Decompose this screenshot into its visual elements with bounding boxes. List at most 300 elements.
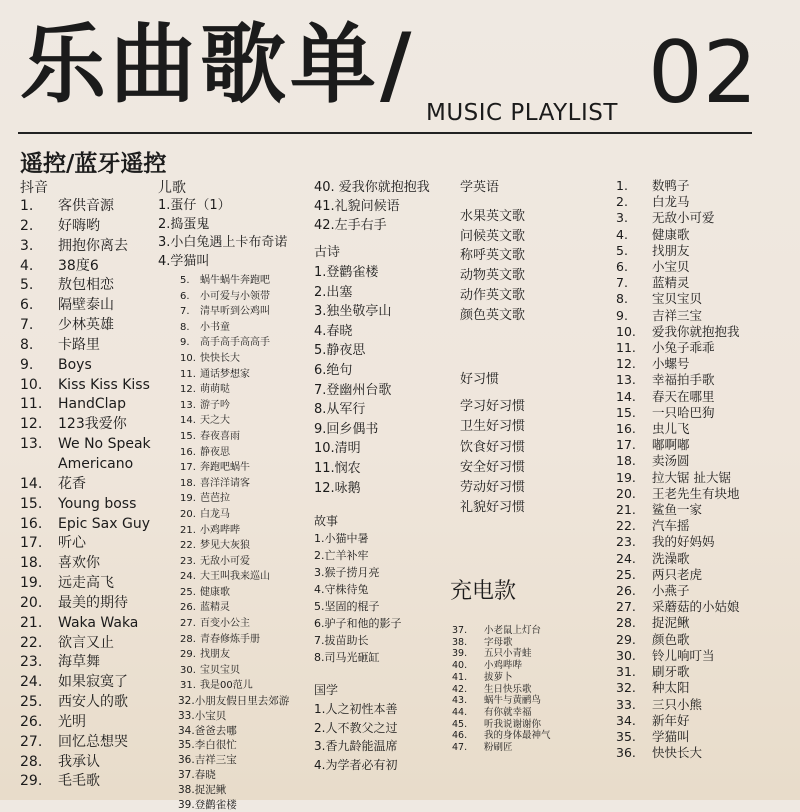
item-number: 25. [180, 586, 196, 598]
item-number: 21. [180, 524, 196, 536]
english-song: 水果英文歌 [460, 209, 526, 224]
erge-heading: 儿歌 [158, 180, 186, 196]
item-title: 123我爱你 [58, 416, 127, 433]
kids-song [616, 405, 740, 421]
item-number: 32. [616, 680, 636, 696]
item-title: 种太阳 [652, 680, 690, 696]
item-number: 9. [616, 307, 628, 323]
poem-item: 6.绝句 [314, 362, 353, 378]
item-number: 12. [616, 356, 636, 372]
item-number: 23. [616, 534, 636, 550]
charge-song [452, 707, 551, 719]
item-number: 5. [180, 275, 190, 286]
kids-song [616, 210, 740, 226]
item-title: 无敌小可爱 [200, 555, 250, 567]
kids-song [616, 324, 740, 340]
item-number: 7. [616, 275, 628, 291]
douyin-song [20, 395, 151, 415]
item-title: 捉泥鳅 [652, 615, 690, 631]
poem-item: 10.清明 [314, 441, 361, 457]
douyin-song [20, 634, 151, 654]
item-title: 字母歌 [484, 636, 513, 648]
gushi-heading: 古诗 [314, 245, 341, 260]
guoxue-item: 2.人不教父之过 [314, 720, 398, 735]
item-title: 光明 [58, 713, 86, 730]
poem-item: 1.登鹳雀楼 [314, 265, 379, 280]
item-title: 嘟啊嘟 [652, 437, 690, 453]
kids-song [616, 599, 740, 615]
item-number: 22. [180, 540, 196, 552]
item-number: 38. [452, 636, 468, 648]
item-number: 30. [616, 647, 636, 663]
item-title: 毛毛歌 [58, 773, 100, 790]
item-number: 28. [616, 615, 636, 631]
item-number: 6. [20, 297, 34, 314]
erge-column [158, 179, 289, 812]
item-title: 宝贝宝贝 [200, 664, 240, 676]
guoxue-item: 3.香九龄能温席 [314, 739, 398, 754]
erge-song [180, 554, 289, 570]
item-title: Young boss [58, 495, 137, 512]
kids-song [616, 502, 740, 518]
item-title: 粉刷匠 [484, 742, 513, 754]
item-number: 25. [616, 566, 636, 582]
douyin-song [20, 534, 151, 554]
erge-song [180, 382, 289, 398]
poem-item: 3.独坐敬亭山 [314, 304, 392, 320]
douyin-song [20, 673, 151, 693]
item-number: 15. [180, 430, 196, 442]
kids-song [616, 518, 740, 534]
story-item: 1.小猫中暑 [314, 532, 369, 546]
erge-song [180, 429, 289, 445]
item-number: 30. [180, 664, 196, 676]
item-number: 10. [616, 323, 636, 339]
item-title: 洗澡歌 [652, 550, 690, 566]
charge-song [452, 648, 551, 660]
erge-song [180, 367, 289, 383]
item-number: 3. [20, 237, 34, 254]
item-number: 42. [452, 683, 468, 695]
kids-song [616, 551, 740, 567]
kids-song [616, 648, 740, 664]
item-title: 客供音源 [58, 198, 114, 214]
erge-song [180, 678, 289, 694]
item-title: 快快长大 [652, 745, 703, 761]
item-title: 奔跑吧蜗牛 [200, 462, 250, 474]
erge-song [180, 351, 289, 367]
item-title: 小宝贝 [652, 259, 690, 275]
douyin-song [20, 772, 151, 792]
item-number: 28. [20, 753, 43, 770]
item-title: 拥抱你离去 [58, 237, 128, 254]
item-number: 22. [20, 634, 43, 651]
item-title: 颜色歌 [652, 631, 690, 647]
item-number: 26. [180, 602, 196, 614]
kids-song [616, 729, 740, 745]
item-number: 33. [616, 696, 636, 712]
item-title: 白龙马 [652, 194, 690, 210]
item-number: 11. [20, 396, 43, 413]
item-number: 47. [452, 742, 468, 754]
item-number: 27. [20, 733, 43, 750]
item-number: 20. [616, 485, 636, 501]
story-item: 4.守株待兔 [314, 583, 369, 597]
item-title: 天之大 [200, 415, 230, 427]
item-number: 13. [616, 372, 636, 388]
charge-song [452, 742, 551, 754]
douyin-song [20, 376, 151, 396]
item-title: 拉大锯 扯大锯 [652, 469, 731, 485]
douyin-song [20, 515, 151, 535]
item-number: 11. [616, 340, 636, 356]
item-title: 我的好妈妈 [652, 534, 715, 550]
kids-song [616, 291, 740, 307]
kids-song [616, 389, 740, 405]
erge-song [180, 507, 289, 523]
item-title: 游子吟 [200, 399, 230, 411]
charge-heading: 充电款 [450, 579, 517, 604]
item-number: 34. [616, 712, 636, 728]
erge-song: 1.蛋仔（1） [158, 198, 231, 213]
douyin-song [20, 197, 151, 217]
item-title: 鲨鱼一家 [652, 502, 703, 518]
erge-song [180, 460, 289, 476]
erge-song: 36.吉祥三宝 [178, 754, 237, 767]
item-title: 健康歌 [200, 586, 230, 598]
erge-song [180, 491, 289, 507]
item-number: 19. [180, 493, 196, 505]
kids-song [616, 697, 740, 713]
item-title: 生日快乐歌 [484, 683, 532, 695]
douyin-song [20, 435, 151, 455]
song-item: 40. 爱我你就抱抱我 [314, 180, 430, 195]
poem-item: 4.春晓 [314, 323, 353, 339]
poem-item: 8.从军行 [314, 402, 366, 418]
item-number: 20. [180, 508, 196, 520]
item-number [20, 455, 58, 475]
item-title: 西安人的歌 [58, 694, 128, 711]
habit-song: 学习好习惯 [460, 399, 526, 415]
erge-song: 35.李白很忙 [178, 739, 237, 752]
item-number: 12. [180, 384, 196, 396]
item-title: 春夜喜雨 [200, 430, 240, 442]
kids-song [616, 615, 740, 631]
item-title: 小螺号 [652, 356, 690, 372]
item-number: 28. [180, 633, 196, 645]
item-title: 小兔子乖乖 [652, 340, 715, 356]
item-title: 吉祥三宝 [652, 307, 703, 323]
item-title: 五只小青蛙 [484, 648, 532, 660]
section-title: 遥控/蓝牙遥控 [20, 151, 167, 177]
english-song: 动物英文歌 [460, 268, 526, 284]
item-number: 29. [180, 649, 196, 661]
douyin-song [20, 237, 151, 257]
erge-song: 37.春晓 [178, 769, 216, 782]
guoxue-item: 1.人之初性本善 [314, 702, 398, 717]
item-title: 蜗牛蜗牛奔跑吧 [200, 275, 270, 286]
item-title: 健康歌 [652, 226, 690, 242]
item-number: 12. [20, 416, 43, 433]
erge-song: 34.爸爸去哪 [178, 724, 237, 737]
item-title: 一只哈巴狗 [652, 404, 715, 420]
item-title: 汽车摇 [652, 518, 690, 534]
douyin-song [20, 733, 151, 753]
douyin-song [20, 574, 151, 594]
item-number: 4. [20, 257, 34, 274]
kids-song [616, 356, 740, 372]
item-number: 7. [20, 317, 34, 334]
item-title: 采蘑菇的小姑娘 [652, 599, 740, 615]
item-number: 8. [180, 321, 190, 333]
item-title: 卡路里 [58, 336, 100, 353]
erge-song: 38.捉泥鳅 [178, 783, 227, 796]
poem-item: 9.回乡偶书 [314, 421, 379, 437]
erge-song [180, 585, 289, 601]
item-number: 23. [20, 654, 43, 671]
item-title: 小可爱与小领带 [200, 290, 270, 302]
item-number: 17. [616, 437, 636, 453]
douyin-song [20, 217, 151, 237]
charge-list [452, 625, 551, 754]
item-title: HandClap [58, 396, 126, 413]
item-title: 小燕子 [652, 583, 690, 599]
douyin-song [20, 336, 151, 356]
item-number: 29. [616, 631, 636, 647]
item-title: 我承认 [58, 753, 100, 770]
item-title: 春天在哪里 [652, 388, 715, 404]
item-title: 小老鼠上灯台 [484, 625, 542, 636]
item-number: 2. [616, 194, 628, 210]
item-title: 少林英雄 [58, 317, 114, 334]
erge-song [180, 523, 289, 539]
item-title: 欲言又止 [58, 634, 114, 651]
erge-song: 32.小朋友假日里去郊游 [178, 695, 290, 708]
erge-song [180, 616, 289, 632]
item-number: 10. [180, 352, 196, 364]
douyin-song [20, 713, 151, 733]
playlist-number: 02 [648, 23, 758, 123]
kids-song [616, 745, 740, 761]
poetry-column [314, 178, 430, 774]
item-number: 13. [180, 399, 196, 411]
item-number: 9. [20, 356, 34, 373]
item-title: 蓝精灵 [200, 602, 230, 614]
charge-song [452, 625, 551, 637]
item-title: 回忆总想哭 [58, 733, 128, 750]
item-number: 17. [180, 462, 196, 474]
erge-song [180, 335, 289, 351]
item-title: 蓝精灵 [652, 275, 690, 291]
erge-song: 4.学猫叫 [158, 253, 210, 269]
item-number: 2. [20, 217, 34, 234]
habit-song: 饮食好习惯 [460, 439, 526, 455]
page-subtitle: MUSIC PLAYLIST [426, 100, 618, 126]
item-number: 6. [180, 290, 190, 302]
item-number: 18. [616, 453, 636, 469]
kids-song [616, 275, 740, 291]
item-number: 25. [20, 694, 43, 711]
douyin-song [20, 475, 151, 495]
kids-song [616, 680, 740, 696]
item-title: 高手高手高高手 [200, 337, 270, 349]
item-number: 9. [180, 337, 190, 349]
item-title: 幸福拍手歌 [652, 372, 715, 388]
kids-song [616, 194, 740, 210]
story-item: 6.驴子和他的影子 [314, 617, 402, 631]
item-title: 喜欢你 [58, 555, 100, 572]
kids-song [616, 227, 740, 243]
item-number: 13. [20, 436, 43, 453]
item-title: 无敌小可爱 [652, 210, 715, 226]
item-title: 找朋友 [200, 649, 230, 661]
charge-song [452, 719, 551, 731]
item-number: 41. [452, 671, 468, 683]
item-title: Epic Sax Guy [58, 515, 150, 532]
kids-song [616, 470, 740, 486]
song-item: 41.礼貌问候语 [314, 199, 400, 214]
item-number: 20. [20, 594, 43, 611]
item-title: 拔萝卜 [484, 671, 513, 683]
item-title: 我是00范儿 [200, 680, 253, 692]
erge-song: 33.小宝贝 [178, 709, 227, 722]
item-title: 有你就幸福 [484, 706, 532, 718]
erge-song: 3.小白兔遇上卡布奇诺 [158, 235, 288, 250]
kids-song [616, 437, 740, 453]
erge-song [180, 445, 289, 461]
item-title: 找朋友 [652, 242, 690, 258]
douyin-heading: 抖音 [20, 180, 48, 196]
item-title: 敖包相恋 [58, 277, 114, 294]
erge-song [180, 304, 289, 320]
item-number: 4. [616, 226, 628, 242]
item-number: 35. [616, 728, 636, 744]
douyin-song [20, 455, 151, 475]
item-title: 如果寂寞了 [58, 674, 128, 691]
item-number: 40. [452, 660, 468, 672]
erge-song [180, 647, 289, 663]
item-number: 45. [452, 718, 468, 730]
story-item: 2.亡羊补牢 [314, 549, 369, 563]
kids-song [616, 178, 740, 194]
item-title: 小书童 [200, 321, 230, 333]
item-number: 26. [616, 583, 636, 599]
kids-song [616, 453, 740, 469]
item-number: 23. [180, 555, 196, 567]
item-title: 宝贝宝贝 [652, 291, 703, 307]
item-title: Americano [58, 455, 134, 472]
charge-song [452, 672, 551, 684]
item-title: 萌萌哒 [200, 384, 230, 396]
item-title: We No Speak [58, 436, 151, 453]
item-number: 44. [452, 706, 468, 718]
item-number: 14. [616, 388, 636, 404]
song-item: 42.左手右手 [314, 218, 387, 233]
item-title: 花香 [58, 475, 86, 492]
erge-song [180, 538, 289, 554]
douyin-song [20, 257, 151, 277]
erge-song [180, 476, 289, 492]
item-title: 三只小熊 [652, 696, 703, 712]
english-column [460, 179, 525, 518]
item-number: 8. [20, 336, 34, 353]
charge-song [452, 684, 551, 696]
erge-song [180, 289, 289, 305]
douyin-song [20, 296, 151, 316]
item-title: 清早听到公鸡叫 [200, 306, 270, 318]
story-heading: 故事 [314, 514, 339, 529]
item-title: 爱我你就抱抱我 [652, 323, 740, 339]
kids-song [616, 486, 740, 502]
douyin-song [20, 316, 151, 336]
item-number: 5. [20, 277, 34, 294]
erge-song: 2.捣蛋鬼 [158, 216, 210, 232]
item-number: 18. [20, 555, 43, 572]
douyin-column [20, 180, 151, 792]
kids-song [616, 534, 740, 550]
habit-song: 礼貌好习惯 [460, 500, 526, 516]
item-number: 43. [452, 695, 468, 707]
item-number: 24. [616, 550, 636, 566]
item-title: Kiss Kiss Kiss [58, 376, 150, 393]
item-number: 31. [180, 680, 196, 692]
item-number: 21. [20, 614, 43, 631]
item-title: 白龙马 [200, 508, 230, 520]
douyin-song [20, 693, 151, 713]
poem-item: 12.咏鹅 [314, 480, 361, 496]
story-item: 5.坚固的棍子 [314, 600, 380, 614]
item-title: 快快长大 [200, 352, 240, 364]
poem-item: 7.登幽州台歌 [314, 382, 392, 398]
item-number: 39. [452, 648, 468, 660]
kids-song [616, 421, 740, 437]
english-song: 称呼英文歌 [460, 248, 526, 264]
item-number: 19. [616, 469, 636, 485]
story-item: 7.拔苗助长 [314, 634, 369, 648]
english-song: 问候英文歌 [460, 228, 526, 244]
kids-song [616, 713, 740, 729]
item-title: 蜗牛与黄鹂鸟 [484, 695, 542, 707]
item-number: 14. [180, 415, 196, 427]
item-number: 36. [616, 745, 636, 761]
poem-item: 2.出塞 [314, 284, 353, 300]
item-number: 19. [20, 575, 43, 592]
english-song: 颜色英文歌 [460, 307, 526, 323]
douyin-song [20, 614, 151, 634]
item-title: 38度6 [58, 257, 99, 274]
erge-song [180, 413, 289, 429]
item-title: 梦见大灰狼 [200, 540, 250, 552]
item-number: 26. [20, 713, 43, 730]
douyin-song [20, 753, 151, 773]
guoxue-item: 4.为学者必有初 [314, 757, 398, 772]
item-title: 数鸭子 [652, 178, 690, 193]
item-title: 大王叫我来巡山 [200, 571, 270, 583]
item-title: 我的身体最神气 [484, 730, 551, 742]
item-number: 8. [616, 291, 628, 307]
item-title: 芭芭拉 [200, 493, 230, 505]
item-title: 喜洋洋请客 [200, 477, 250, 489]
charge-song [452, 695, 551, 707]
kids-song [616, 372, 740, 388]
kids-song [616, 567, 740, 583]
item-title: 刷牙歌 [652, 664, 690, 680]
charge-song [452, 730, 551, 742]
item-number: 16. [180, 446, 196, 458]
item-title: 小鸡哔哔 [484, 660, 523, 672]
kids-song [616, 583, 740, 599]
poem-item: 5.静夜思 [314, 343, 366, 359]
